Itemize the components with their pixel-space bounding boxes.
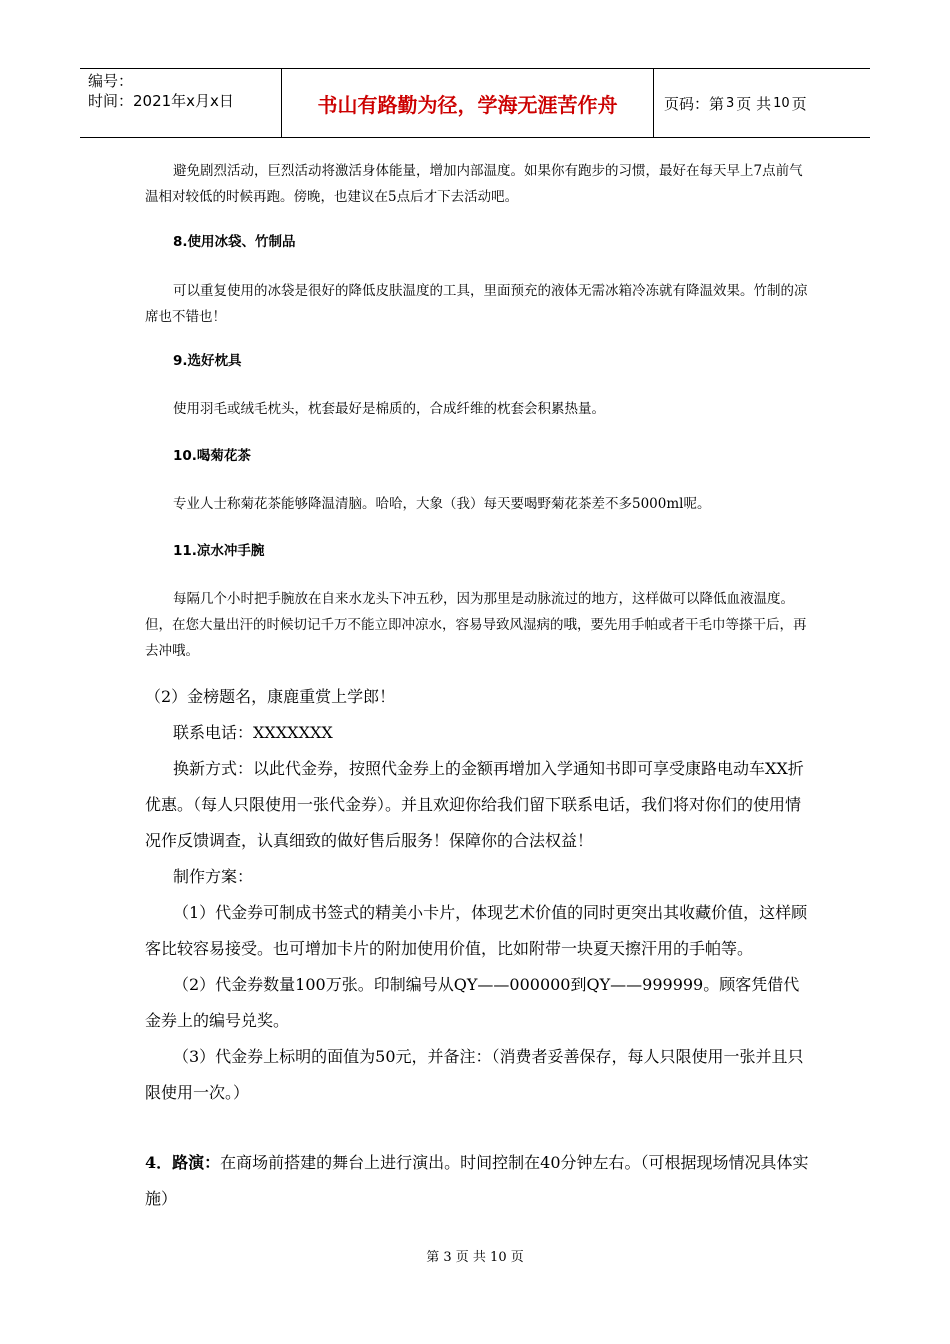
page-current: 3: [726, 95, 735, 111]
heading-11: 11.凉水冲手腕: [173, 543, 265, 559]
page-mid: 页 共: [736, 94, 772, 113]
slogan-line: （2）金榜题名，康鹿重赏上学郎！: [145, 687, 396, 706]
header-motto: 书山有路勤为径，学海无涯苦作舟: [282, 69, 654, 137]
contact-line: 联系电话：XXXXXXX: [173, 723, 333, 742]
plan-item-3: （3）代金券上标明的面值为50元，并备注：（消费者妥善保存，每人只限使用一张并且只限使用一次。）: [145, 1047, 804, 1102]
document-header: [80, 68, 870, 138]
paragraph-activity: 避免剧烈活动，巨烈活动将激活身体能量，增加内部温度。如果你有跑步的习惯，最好在每天早上7点前气温相对较低的时候再跑。傍晚，也建议在5点后才下去活动吧。: [145, 163, 803, 205]
page-total: 10: [773, 95, 790, 111]
plan-title: 制作方案：: [173, 867, 254, 886]
paragraph-10: 专业人士称菊花茶能够降温清脑。哈哈，大象（我）每天要喝野菊花茶差不多5000ml呢。: [173, 496, 711, 512]
heading-10: 10.喝菊花茶: [173, 448, 251, 464]
page-prefix: 页码：第: [664, 94, 725, 113]
number-label: 编号：: [88, 72, 134, 90]
header-page-info: [654, 69, 870, 137]
plan-item-2: （2）代金券数量100万张。印制编号从QY——000000到QY——999999。顾客凭借代金券上的编号兑奖。: [145, 975, 800, 1030]
paragraph-9: 使用羽毛或绒毛枕头，枕套最好是棉质的，合成纤维的枕套会积累热量。: [173, 401, 605, 417]
roadshow-label: 4．路演：: [145, 1153, 221, 1172]
paragraph-11: 每隔几个小时把手腕放在自来水龙头下冲五秒，因为那里是动脉流过的地方，这样做可以降低血液温度。但，在您大量出汗的时候切记千万不能立即冲凉水，容易导致风湿病的哦，要先用手帕或者干毛巾等搽干后，再去冲哦。: [145, 591, 807, 659]
heading-8: 8.使用冰袋、竹制品: [173, 234, 296, 250]
plan-item-1: （1）代金券可制成书签式的精美小卡片，体现艺术价值的同时更突出其收藏价值，这样顾客比较容易接受。也可增加卡片的附加使用价值，比如附带一块夏天擦汗用的手帕等。: [145, 903, 808, 958]
page-footer: 第 3 页 共 10 页: [426, 1250, 524, 1265]
page-suffix: 页: [791, 94, 807, 113]
header-meta: [80, 69, 282, 137]
roadshow-paragraph: [145, 1145, 810, 1217]
date-label: 时间：2021年x月x日: [88, 92, 234, 110]
heading-9: 9.选好枕具: [173, 353, 242, 369]
roadshow-text: 在商场前搭建的舞台上进行演出。时间控制在40分钟左右。（可根据现场情况具体实施）: [145, 1153, 809, 1208]
paragraph-8: 可以重复使用的冰袋是很好的降低皮肤温度的工具，里面预充的液体无需冰箱冷冻就有降温效果。竹制的凉席也不错也！: [145, 283, 808, 325]
exchange-paragraph: 换新方式：以此代金券，按照代金券上的金额再增加入学通知书即可享受康路电动车XX折优惠。（每人只限使用一张代金券）。并且欢迎你给我们留下联系电话，我们将对你们的使用情况作反馈调查，认真细致的做好售后服务！保障你的合法权益！: [145, 759, 804, 850]
